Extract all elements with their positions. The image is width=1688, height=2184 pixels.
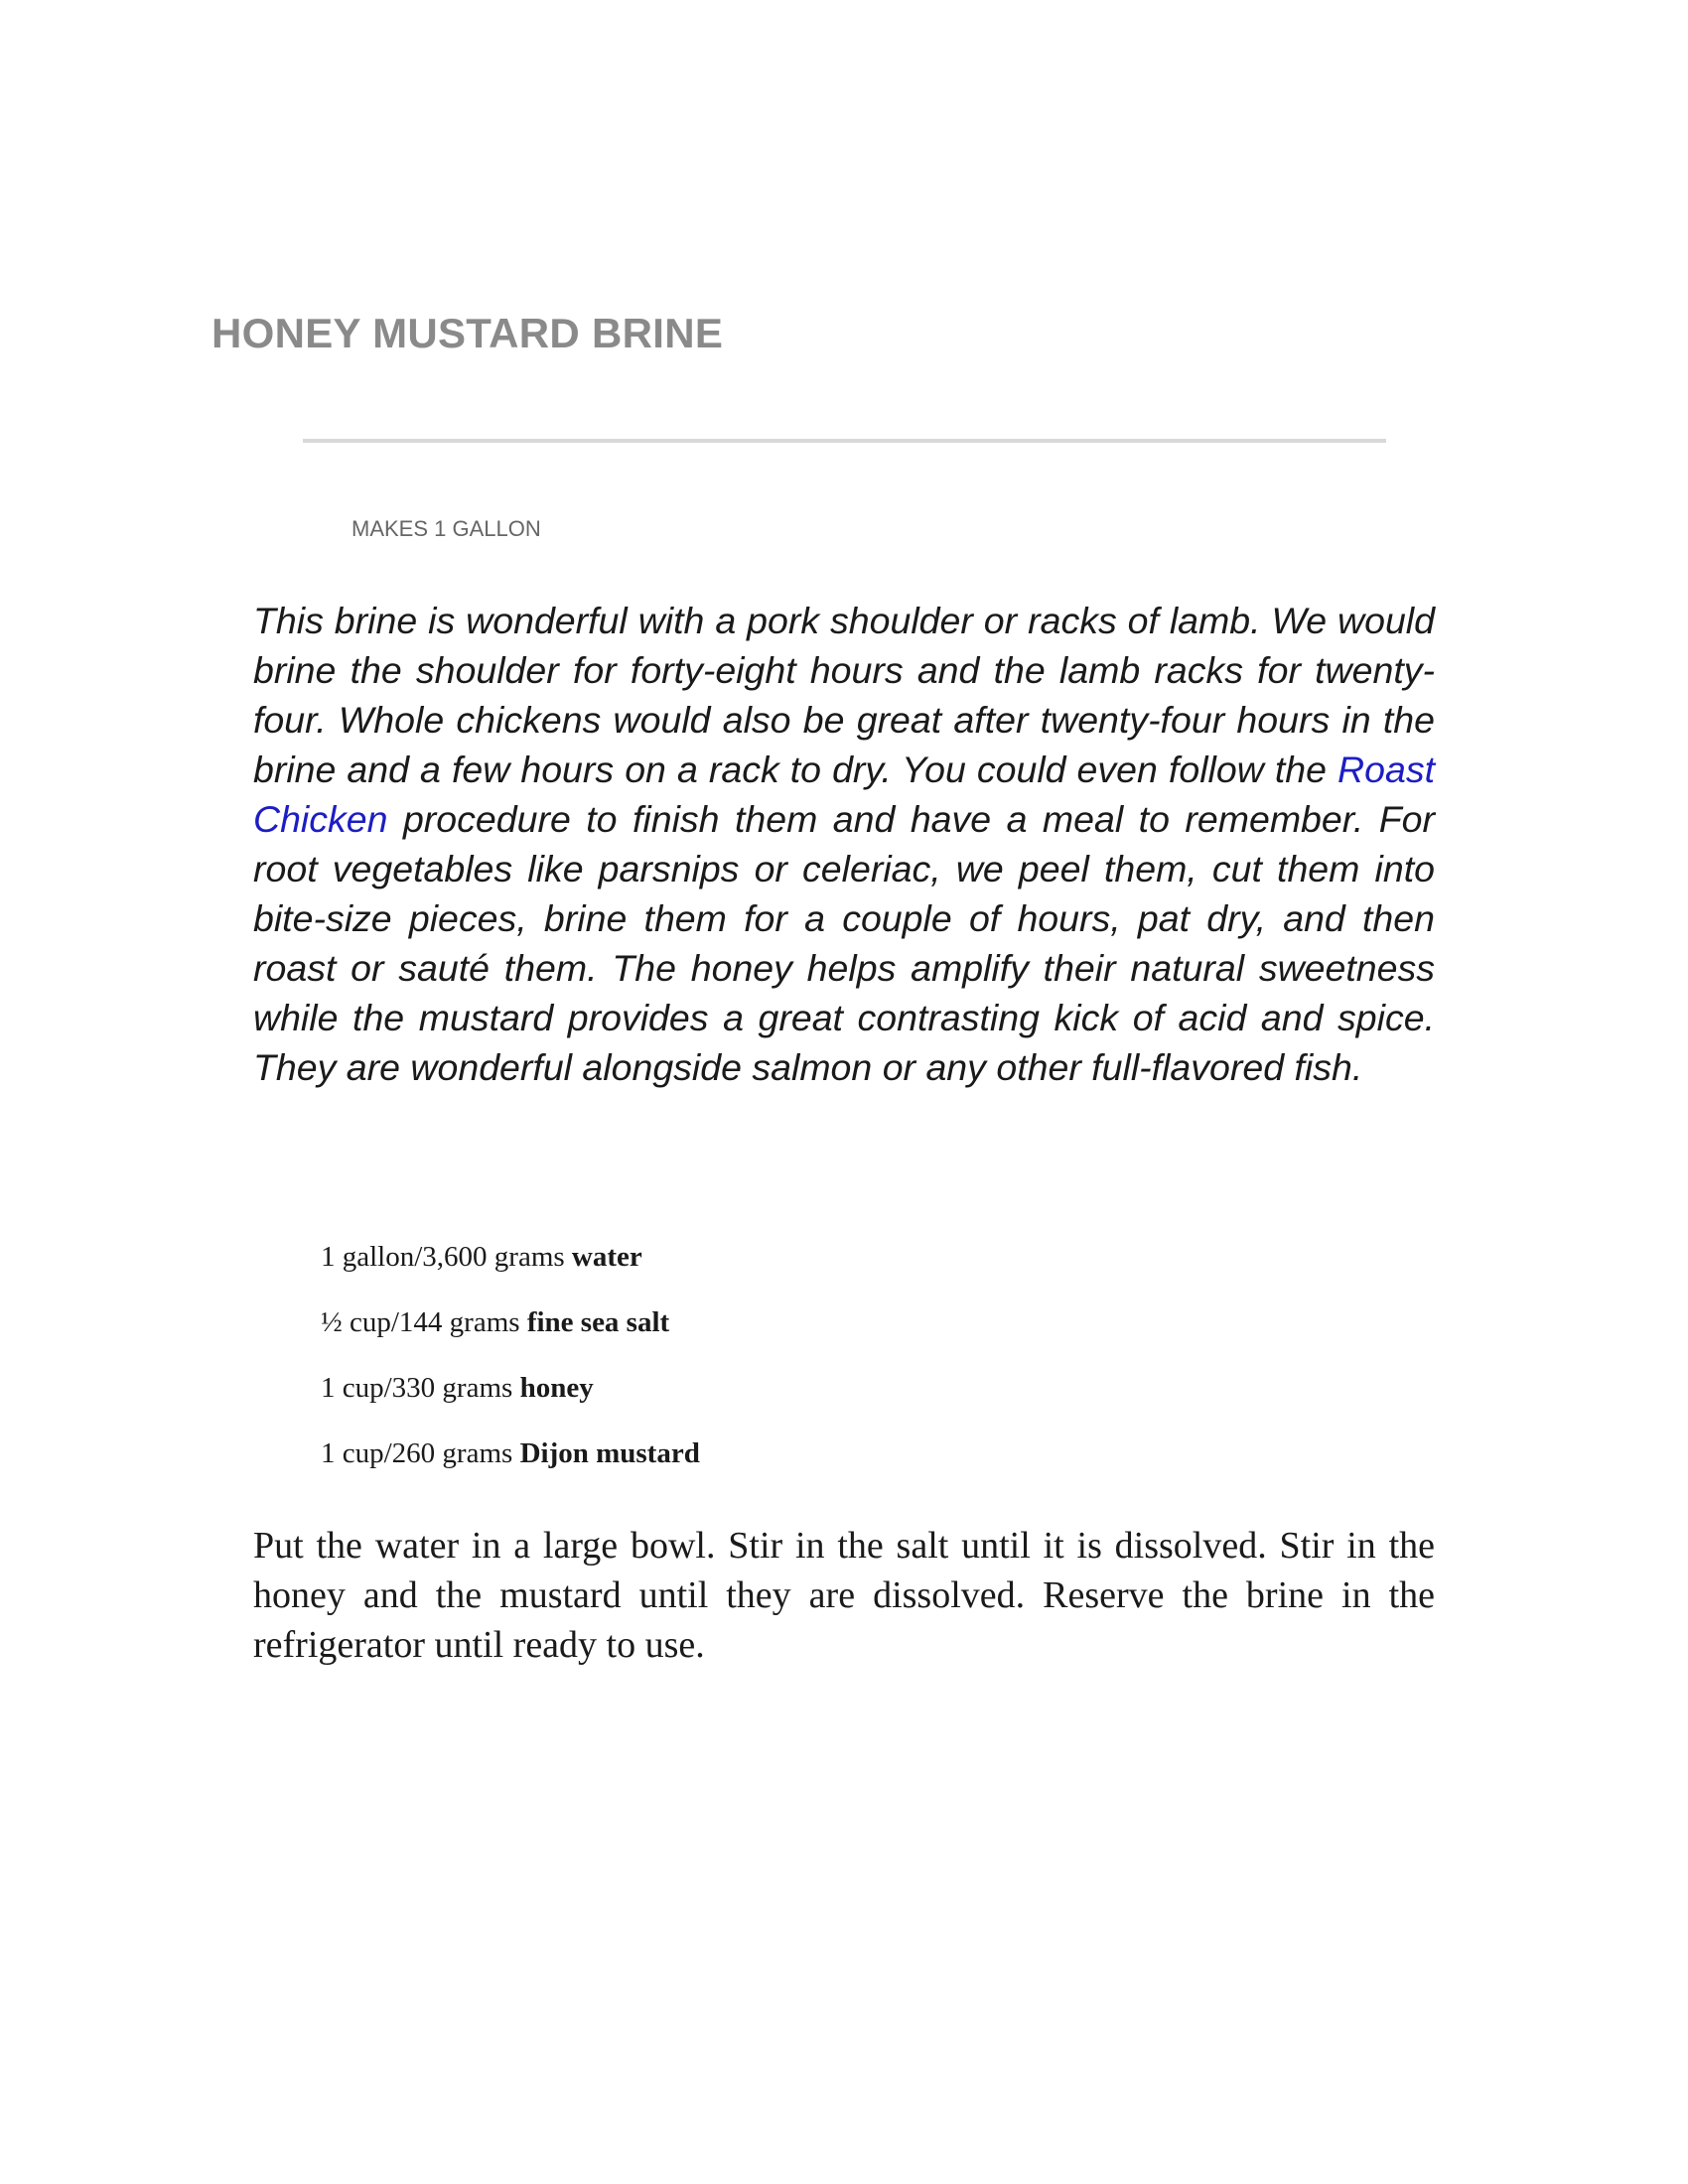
recipe-method: Put the water in a large bowl. Stir in the salt until it is dissolved. Stir in the honey and the mustard until they are dissolved. Reserve the brine in the refrigerator until ready to use. [253, 1525, 1435, 1666]
ingredient-item [321, 1302, 700, 1368]
recipe-intro [253, 596, 1435, 1092]
ingredient-name: honey [519, 1372, 594, 1404]
ingredient-name: Dijon mustard [519, 1437, 700, 1469]
ingredient-item [321, 1433, 700, 1499]
ingredient-name: water [571, 1241, 642, 1273]
intro-text-before-link: This brine is wonderful with a pork shoulder or racks of lamb. We would brine the shoulder for forty-eight hours and the lamb racks for twenty-four. Whole chickens would also be great after twenty-four hours in the brine and a few hours on a rack to dry. You could even follow the [253, 600, 1435, 790]
ingredient-name: fine sea salt [526, 1306, 670, 1338]
intro-text-after-link: procedure to finish them and have a meal to remember. For root vegetables like parsnips or celeriac, we peel them, cut them into bite-size pieces, brine them for a couple of hours, pat dry, and then roast or sauté them. The honey helps amplify their natural sweetness while the mustard provides a great contrasting kick of acid and spice. They are wonderful alongside salmon or any other full-flavored fish. [253, 798, 1435, 1088]
ingredient-item [321, 1237, 700, 1302]
ingredient-quantity: ½ cup/144 grams [321, 1306, 520, 1338]
title-divider [303, 439, 1386, 443]
ingredient-quantity: 1 gallon/3,600 grams [321, 1241, 565, 1273]
ingredient-list [321, 1237, 700, 1499]
ingredient-quantity: 1 cup/260 grams [321, 1437, 513, 1469]
recipe-title: HONEY MUSTARD BRINE [211, 310, 724, 356]
ingredient-item [321, 1368, 700, 1433]
ingredient-quantity: 1 cup/330 grams [321, 1372, 513, 1404]
roast-chicken-link[interactable]: Roast Chicken [253, 749, 1435, 840]
recipe-yield: MAKES 1 GALLON [352, 516, 541, 541]
